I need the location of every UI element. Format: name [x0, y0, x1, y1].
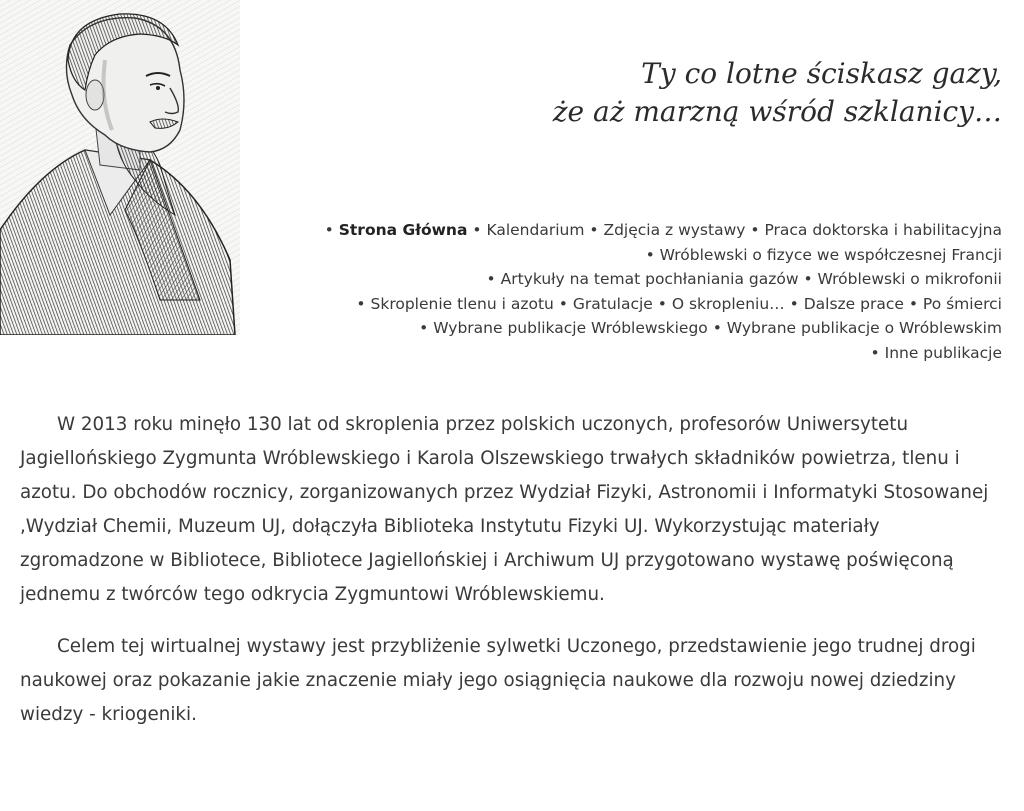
- nav-item-inne-publikacje[interactable]: [871, 344, 1002, 362]
- nav-link[interactable]: Zdjęcia z wystawy: [603, 221, 746, 239]
- intro-paragraph-1: W 2013 roku minęło 130 lat od skroplenia przez polskich uczonych, profesorów Uniwersytetu Jagiellońskiego Zygmunta Wróblewskiego i Karola Olszewskiego trwałych składników powietrza, tlenu i azotu. Do obchodów rocznicy, zorganizowanych przez Wydział Fizyki, Astronomii i Informatyki Stosowanej ,Wydział Chemii, Muzeum UJ, dołączyła Biblioteka Instytutu Fizyki UJ. Wykorzystując materiały zgromadzone w Bibliotece, Bibliotece Jagiellońskiej i Archiwum UJ przygotowano wystawę poświęconą jednemu z twórców tego odkrycia Zygmuntowi Wróblewskiemu.: [20, 414, 989, 605]
- nav-link[interactable]: Wróblewski o fizyce we współczesnej Francji: [659, 245, 1002, 264]
- intro-paragraph-2: Celem tej wirtualnej wystawy jest przybliżenie sylwetki Uczonego, przedstawienie jego trudnej drogi naukowej oraz pokazanie jakie znaczenie miały jego osiągnięcia naukowe dla rozwoju nowej dziedziny wiedzy - kriogeniki.: [20, 636, 976, 725]
- main-content: [20, 408, 1000, 750]
- nav-item-fizyka-francja[interactable]: [646, 246, 1002, 264]
- nav-item-publikacje-o-wroblewskim[interactable]: [713, 319, 1002, 337]
- nav-item-zdjecia[interactable]: [589, 221, 745, 239]
- nav-item-o-skropleniu[interactable]: [658, 295, 785, 313]
- nav-item-artykuly-gazy[interactable]: [487, 270, 799, 288]
- nav-item-praca-doktorska[interactable]: [750, 221, 1002, 239]
- nav-link[interactable]: Po śmierci: [922, 294, 1002, 313]
- nav-link[interactable]: Skroplenie tlenu i azotu: [370, 294, 554, 313]
- nav-link[interactable]: Kalendarium: [486, 221, 585, 239]
- nav-link[interactable]: Wybrane publikacje Wróblewskiego: [433, 319, 708, 337]
- nav-link[interactable]: O skropleniu…: [671, 294, 785, 313]
- motto-line-1: Ty co lotne ściskasz gazy,: [641, 57, 1002, 90]
- nav-link[interactable]: Strona Główna: [338, 221, 468, 239]
- main-navigation: [242, 218, 1002, 365]
- nav-item-po-smierci[interactable]: [909, 295, 1002, 313]
- nav-link[interactable]: Wróblewski o mikrofonii: [817, 270, 1002, 288]
- nav-link[interactable]: Inne publikacje: [884, 343, 1002, 362]
- nav-link[interactable]: Dalsze prace: [803, 294, 904, 313]
- nav-link[interactable]: Wybrane publikacje o Wróblewskim: [726, 319, 1002, 337]
- nav-link[interactable]: Gratulacje: [572, 294, 653, 313]
- nav-item-gratulacje[interactable]: [559, 295, 653, 313]
- motto: [482, 55, 1002, 131]
- nav-link[interactable]: Praca doktorska i habilitacyjna: [764, 221, 1002, 239]
- nav-item-dalsze-prace[interactable]: [790, 295, 904, 313]
- portrait-image: [0, 0, 240, 335]
- nav-link[interactable]: Artykuły na temat pochłaniania gazów: [500, 270, 799, 288]
- nav-item-strona-glowna[interactable]: [325, 221, 468, 239]
- nav-item-kalendarium[interactable]: [472, 221, 584, 239]
- nav-item-publikacje-wroblewskiego[interactable]: [419, 319, 708, 337]
- nav-item-skroplenie[interactable]: [356, 295, 553, 313]
- nav-item-mikrofonia[interactable]: [803, 270, 1002, 288]
- motto-line-2: że aż marzną wśród szklanicy…: [552, 95, 1002, 128]
